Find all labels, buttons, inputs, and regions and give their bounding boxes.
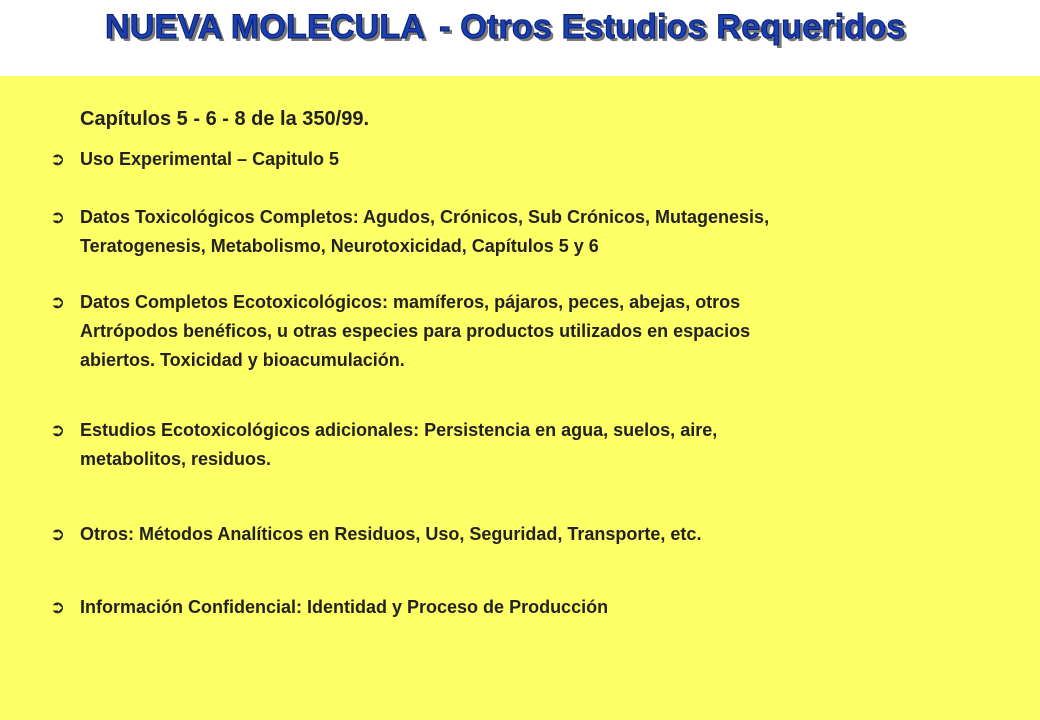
bullet-text (80, 593, 1010, 622)
bullet-item (50, 416, 1010, 474)
right-arrow-icon: ➲ (50, 292, 66, 313)
bullet-text (80, 416, 1010, 474)
bullet-text (80, 145, 1010, 174)
bullet-line: metabolitos, residuos. (80, 449, 272, 469)
right-arrow-icon: ➲ (50, 149, 66, 170)
bullet-line: Uso Experimental – Capitulo 5 (80, 149, 340, 169)
bullet-line: Estudios Ecotoxicológicos adicionales: Persistencia en agua, suelos, aire, (80, 420, 718, 440)
bullet-item (50, 145, 1010, 174)
slide-title-sub: - Otros Estudios Requeridos (439, 8, 906, 46)
bullet-line: abiertos. Toxicidad y bioacumulación. (80, 350, 405, 370)
right-arrow-icon: ➲ (50, 597, 66, 618)
bullet-line: Teratogenesis, Metabolismo, Neurotoxicidad, Capítulos 5 y 6 (80, 236, 599, 256)
slide-title-main: NUEVA MOLECULA (105, 8, 426, 46)
bullet-line: Datos Completos Ecotoxicológicos: mamíferos, pájaros, peces, abejas, otros (80, 292, 741, 312)
subtitle: Capítulos 5 - 6 - 8 de la 350/99. (80, 108, 370, 130)
bullet-text (80, 288, 1010, 375)
bullet-item (50, 520, 1010, 549)
bullet-text (80, 203, 1010, 261)
slide-title (105, 8, 905, 47)
bullet-line: Información Confidencial: Identidad y Proceso de Producción (80, 597, 609, 617)
title-band (0, 0, 1040, 76)
bullet-item (50, 203, 1010, 261)
bullet-line: Datos Toxicológicos Completos: Agudos, Crónicos, Sub Crónicos, Mutagenesis, (80, 207, 770, 227)
right-arrow-icon: ➲ (50, 420, 66, 441)
bullet-item (50, 593, 1010, 622)
bullet-line: Artrópodos benéficos, u otras especies para productos utilizados en espacios (80, 321, 751, 341)
right-arrow-icon: ➲ (50, 524, 66, 545)
bullet-line: Otros: Métodos Analíticos en Residuos, Uso, Seguridad, Transporte, etc. (80, 524, 702, 544)
bullet-text (80, 520, 1010, 549)
bullet-item (50, 288, 1010, 375)
right-arrow-icon: ➲ (50, 207, 66, 228)
